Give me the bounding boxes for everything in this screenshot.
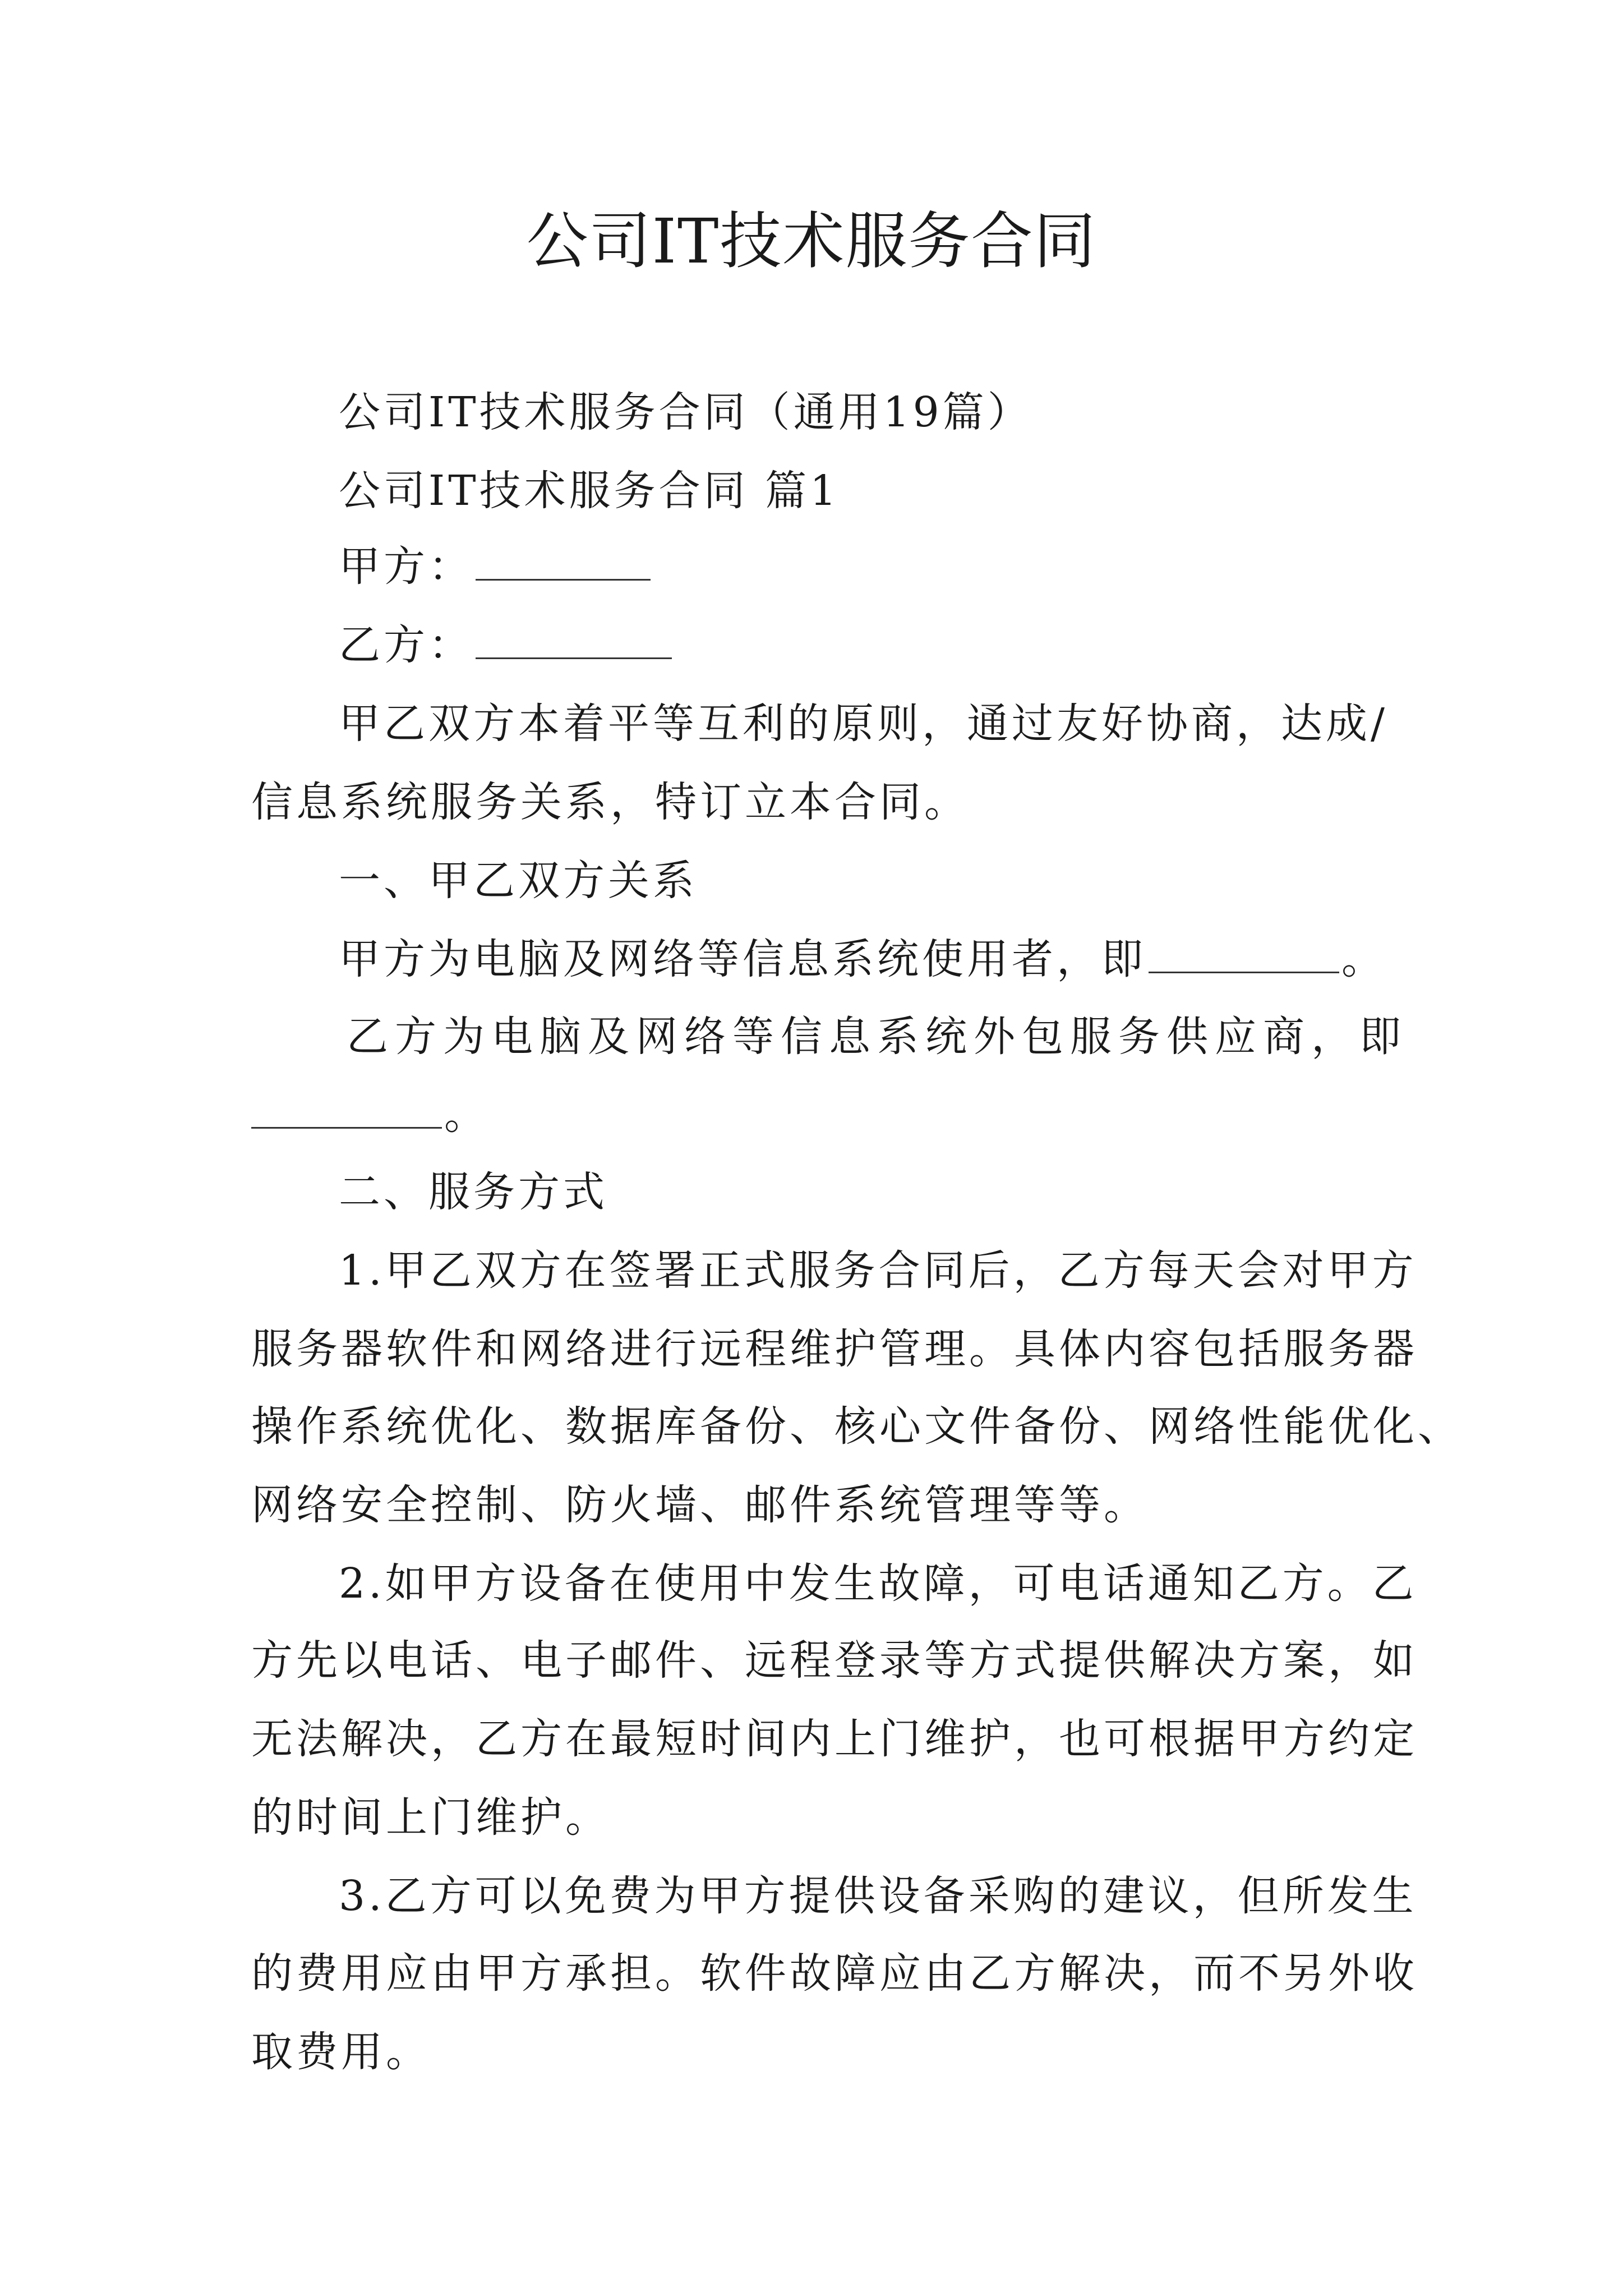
- sec2-p2-line-4: 的时间上门维护。: [251, 1793, 610, 1842]
- sec2-p1-line-1: 1.甲乙双方在签署正式服务合同后，乙方每天会对甲方: [339, 1246, 1417, 1295]
- sec2-p2-line-3: 无法解决，乙方在最短时间内上门维护，也可根据甲方约定: [251, 1715, 1418, 1763]
- sec2-p1-line-3: 操作系统优化、数据库备份、核心文件备份、网络性能优化、: [251, 1402, 1463, 1451]
- party-a-label: 甲方：: [339, 542, 473, 591]
- sec2-p3-line-2: 的费用应由甲方承担。软件故障应由乙方解决，而不另外收: [251, 1949, 1418, 1998]
- party-b-label: 乙方：: [339, 621, 473, 669]
- sec2-p2-line-2: 方先以电话、电子邮件、远程登录等方式提供解决方案，如: [251, 1636, 1418, 1685]
- sec2-p1-line-2: 服务器软件和网络进行远程维护管理。具体内容包括服务器: [251, 1325, 1418, 1373]
- sec2-p3-line-1: 3.乙方可以免费为甲方提供设备采购的建议，但所发生: [339, 1872, 1417, 1920]
- document-title: 公司IT技术服务合同: [526, 205, 1097, 277]
- sec2-heading: 二、服务方式: [339, 1168, 608, 1216]
- sec1-party-b-cont: [251, 1084, 489, 1145]
- party-b-line: [339, 614, 674, 676]
- intro-line-2: 信息系统服务关系，特订立本合同。: [251, 778, 969, 826]
- sec1-heading: 一、甲乙双方关系: [339, 857, 698, 905]
- sec1-party-a-blank: [1149, 955, 1339, 973]
- party-a-line: [339, 536, 653, 597]
- sec1-party-a: [339, 928, 1386, 990]
- party-a-blank: [476, 562, 651, 581]
- sec1-party-a-end: 。: [1341, 935, 1386, 983]
- party-b-blank: [476, 641, 672, 659]
- sec1-party-a-text: 甲方为电脑及网络等信息系统使用者，即: [339, 935, 1146, 983]
- sec2-p1-line-4: 网络安全控制、防火墙、邮件系统管理等等。: [251, 1481, 1149, 1529]
- sec2-p3-line-3: 取费用。: [251, 2028, 431, 2076]
- sec2-p2-line-1: 2.如甲方设备在使用中发生故障，可电话通知乙方。乙: [339, 1559, 1417, 1608]
- subtitle: 公司IT技术服务合同（通用19篇）: [339, 388, 1032, 436]
- sec1-party-b-blank: [251, 1110, 442, 1129]
- sec1-party-b-text: 乙方为电脑及网络等信息系统外包服务供应商，即: [347, 1013, 1408, 1061]
- intro-line-1: 甲乙双方本着平等互利的原则，通过友好协商，达成/: [339, 700, 1388, 748]
- sec1-party-b-end: 。: [444, 1091, 489, 1139]
- section-heading: 公司IT技术服务合同 篇1: [339, 467, 840, 515]
